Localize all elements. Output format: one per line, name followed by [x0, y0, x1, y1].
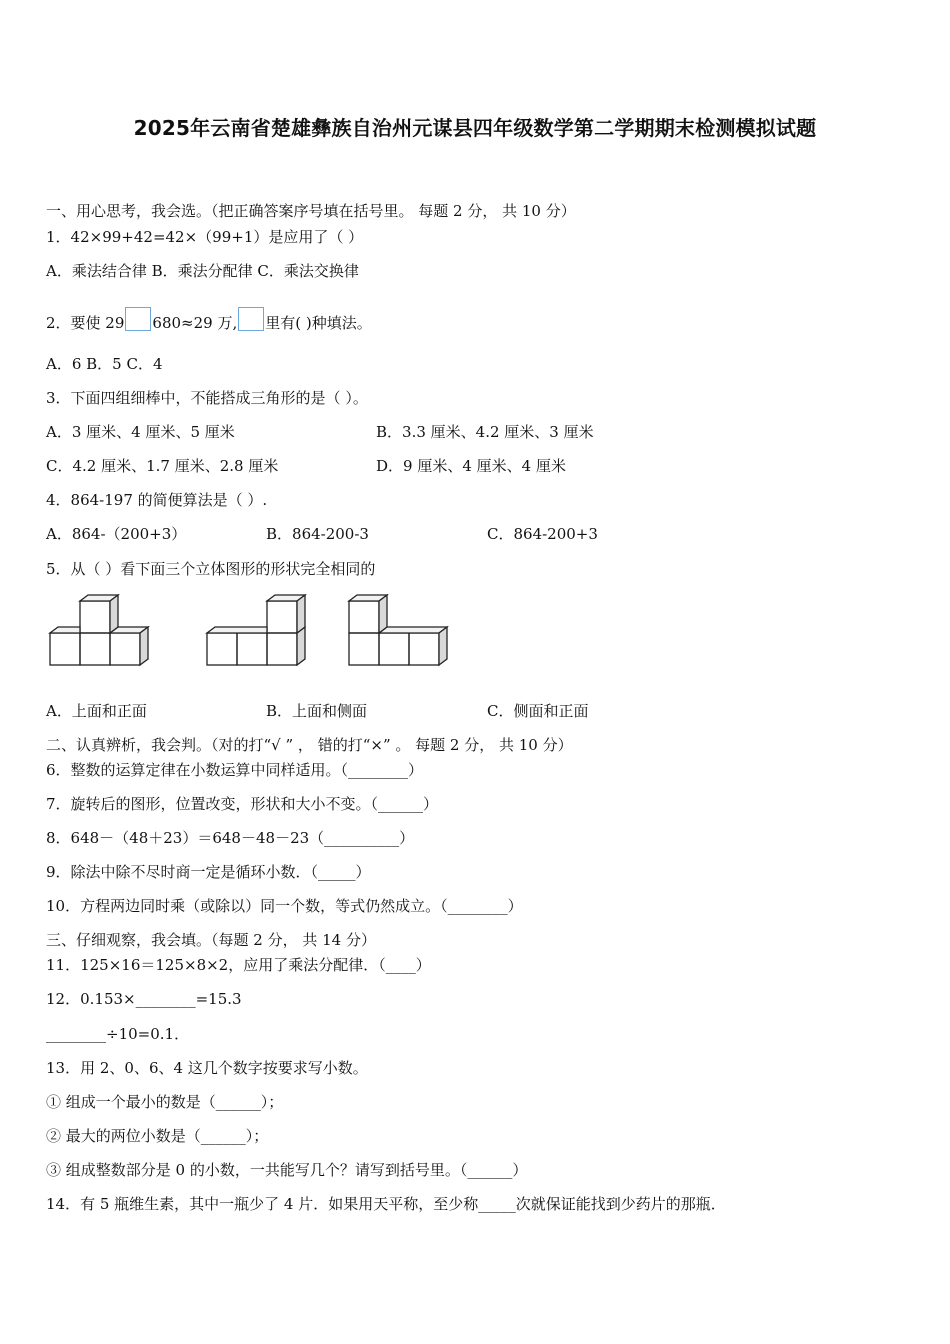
question-3: 3．下面四组细棒中，不能搭成三角形的是（ ）。: [46, 389, 368, 407]
question-12: 12．0.153×________=15.3: [46, 990, 242, 1008]
question-4-option-b: B．864-200-3: [266, 525, 369, 543]
question-13: 13．用 2、0、6、4 这几个数字按要求写小数。: [46, 1059, 368, 1077]
question-2-post: 里有( )种填法。: [265, 314, 372, 332]
question-4-option-a: A．864-（200+3）: [46, 525, 187, 543]
question-2-options: A．6 B．5 C．4: [46, 355, 163, 373]
cube-figure-1: [48, 590, 154, 670]
section-3-heading: 三、仔细观察，我会填。（每题 2 分， 共 14 分）: [46, 931, 376, 949]
question-6: 6．整数的运算定律在小数运算中同样适用。（________）: [46, 761, 424, 779]
question-13-sub-3: ③ 组成整数部分是 0 的小数，一共能写几个？请写到括号里。（______）: [46, 1161, 528, 1179]
question-2-pre: 2．要使 29: [46, 314, 125, 332]
question-11: 11．125×16＝125×8×2，应用了乘法分配律．（____）: [46, 956, 431, 974]
question-5-option-c: C．侧面和正面: [487, 702, 589, 720]
section-1-heading: 一、用心思考，我会选。（把正确答案序号填在括号里。 每题 2 分， 共 10 分）: [46, 202, 576, 220]
question-14: 14．有 5 瓶维生素，其中一瓶少了 4 片．如果用天平称，至少称_____次就保证能找到少药片的那瓶．: [46, 1195, 726, 1213]
question-4: 4．864-197 的简便算法是（ ）.: [46, 491, 268, 509]
blank-box[interactable]: [125, 307, 151, 331]
question-8: 8．648－（48＋23）＝648－48－23（__________）: [46, 829, 415, 847]
cube-figure-2: [204, 590, 314, 670]
section-2-heading: 二、认真辨析，我会判。（对的打“√ ” ， 错的打“×” 。 每题 2 分， 共 10 分）: [46, 736, 573, 754]
question-7: 7．旋转后的图形，位置改变，形状和大小不变。（______）: [46, 795, 439, 813]
question-3-option-d: D．9 厘米、4 厘米、4 厘米: [376, 457, 566, 475]
question-5: 5．从（ ）看下面三个立体图形的形状完全相同的: [46, 560, 376, 578]
question-12-part-2: ________÷10=0.1．: [46, 1025, 190, 1043]
question-3-option-b: B．3.3 厘米、4.2 厘米、3 厘米: [376, 423, 594, 441]
question-13-sub-2: ② 最大的两位小数是（______）；: [46, 1127, 269, 1145]
question-3-option-a: A．3 厘米、4 厘米、5 厘米: [46, 423, 235, 441]
question-5-option-a: A．上面和正面: [46, 702, 147, 720]
question-3-option-c: C．4.2 厘米、1.7 厘米、2.8 厘米: [46, 457, 279, 475]
cube-figure-3: [346, 590, 456, 670]
question-10: 10．方程两边同时乘（或除以）同一个数，等式仍然成立。（________）: [46, 897, 523, 915]
question-13-sub-1: ① 组成一个最小的数是（______）；: [46, 1093, 284, 1111]
question-9: 9．除法中除不尽时商一定是循环小数．（_____）: [46, 863, 371, 881]
question-1: 1．42×99+42=42×（99+1）是应用了（ ）: [46, 228, 364, 246]
page-title: 2025年云南省楚雄彝族自治州元谋县四年级数学第二学期期末检测模拟试题: [133, 116, 817, 140]
question-1-options: A．乘法结合律 B．乘法分配律 C．乘法交换律: [46, 262, 359, 280]
question-2-mid: 680≈29 万,: [152, 314, 238, 332]
question-2: [46, 307, 372, 333]
question-5-option-b: B．上面和侧面: [266, 702, 368, 720]
blank-box[interactable]: [238, 307, 264, 331]
question-4-option-c: C．864-200+3: [487, 525, 598, 543]
